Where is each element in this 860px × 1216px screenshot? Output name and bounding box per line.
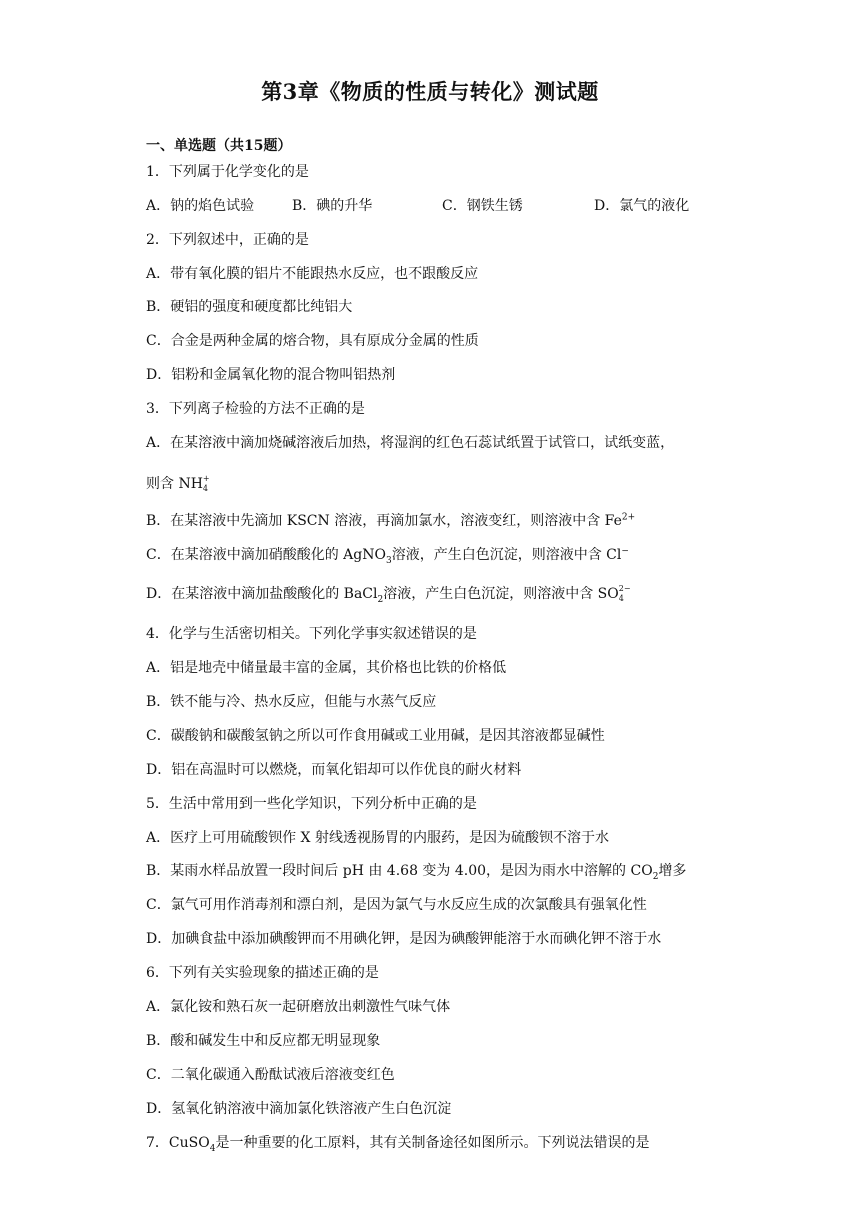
q3-c-pre: C．在某溶液中滴加硝酸酸化的 AgNO (146, 547, 386, 563)
co2-subscript: 2 (652, 871, 659, 882)
q3-d-pre: D．在某溶液中滴加盐酸酸化的 BaCl (146, 586, 378, 602)
question-1-stem: 1．下列属于化学变化的是 (146, 164, 309, 180)
q3-option-a-line2 (146, 474, 212, 494)
q5-b-pre: B．某雨水样品放置一段时间后 pH 由 4.68 变为 4.00，是因为雨水中溶解的 CO (146, 863, 653, 879)
bacl2-subscript: 2 (377, 594, 384, 605)
q3-d-post: 溶液，产生白色沉淀，则溶液中含 SO (383, 586, 619, 602)
q3-option-c (146, 545, 629, 565)
q1-option-c: C．钢铁生锈 (442, 198, 523, 214)
nh4-ion-charge (202, 474, 212, 493)
question-5-stem: 5．生活中常用到一些化学知识，下列分析中正确的是 (146, 796, 477, 812)
q3-option-b (146, 511, 635, 531)
q2-option-c: C．合金是两种金属的熔合物，具有原成分金属的性质 (146, 333, 479, 349)
q4-option-c: C．碳酸钠和碳酸氢钠之所以可作食用碱或工业用碱，是因其溶液都显碱性 (146, 728, 605, 744)
q1-option-b: B．碘的升华 (292, 198, 373, 214)
question-2-stem: 2．下列叙述中，正确的是 (146, 232, 309, 248)
q2-option-a: A．带有氧化膜的铝片不能跟热水反应，也不跟酸反应 (146, 266, 479, 282)
q3-b-text: B．在某溶液中先滴加 KSCN 溶液，再滴加氯水，溶液变红，则溶液中含 Fe (146, 513, 622, 529)
so4-ion-charge (618, 584, 632, 603)
q4-option-d: D．铝在高温时可以燃烧，而氧化铝却可以作优良的耐火材料 (146, 762, 522, 778)
q3-option-d (146, 584, 632, 604)
fe-charge: 2+ (621, 512, 636, 523)
q5-option-c: C．氯气可用作消毒剂和漂白剂，是因为氯气与水反应生成的次氯酸具有强氧化性 (146, 897, 647, 913)
q7-stem-post: 是一种重要的化工原料，其有关制备途径如图所示。下列说法错误的是 (215, 1135, 650, 1151)
nh4-subscript: 4 (202, 484, 209, 493)
q5-option-b (146, 861, 686, 881)
q3-a2-text: 则含 NH (146, 476, 203, 492)
q2-option-b: B．硬铝的强度和硬度都比纯铝大 (146, 299, 353, 315)
q1-option-d: D．氯气的液化 (594, 198, 690, 214)
question-6-stem: 6．下列有关实验现象的描述正确的是 (146, 965, 379, 981)
q5-b-post: 增多 (658, 863, 687, 879)
section-heading: 一、单选题（共15题） (146, 138, 292, 154)
agno3-subscript: 3 (385, 555, 392, 566)
q7-stem-pre: 7．CuSO (146, 1135, 210, 1151)
nh4-charge: + (202, 474, 210, 483)
question-3-stem: 3．下列离子检验的方法不正确的是 (146, 401, 365, 417)
question-7-stem (146, 1133, 649, 1153)
q6-option-b: B．酸和碱发生中和反应都无明显现象 (146, 1033, 381, 1049)
q6-option-a: A．氯化铵和熟石灰一起研磨放出刺激性气味气体 (146, 999, 451, 1015)
q3-option-a-line1: A．在某溶液中滴加烧碱溶液后加热，将湿润的红色石蕊试纸置于试管口，试纸变蓝， (146, 435, 675, 451)
q4-option-b: B．铁不能与冷、热水反应，但能与水蒸气反应 (146, 694, 437, 710)
so4-charge: 2− (618, 584, 631, 593)
page-title: 第3章《物质的性质与转化》测试题 (261, 79, 599, 104)
q5-option-a: A．医疗上可用硫酸钡作 X 射线透视肠胃的内服药，是因为硫酸钡不溶于水 (146, 830, 609, 846)
q1-option-a: A．钠的焰色试验 (146, 198, 255, 214)
cuso4-subscript: 4 (209, 1143, 216, 1154)
so4-subscript: 4 (618, 594, 624, 603)
q2-option-d: D．铝粉和金属氧化物的混合物叫铝热剂 (146, 367, 396, 383)
q5-option-d: D．加碘食盐中添加碘酸钾而不用碘化钾，是因为碘酸钾能溶于水而碘化钾不溶于水 (146, 931, 662, 947)
q6-option-d: D．氢氧化钠溶液中滴加氯化铁溶液产生白色沉淀 (146, 1101, 452, 1117)
q3-c-post: 溶液，产生白色沉淀，则溶液中含 Cl (391, 547, 622, 563)
q6-option-c: C．二氧化碳通入酚酞试液后溶液变红色 (146, 1067, 395, 1083)
question-4-stem: 4．化学与生活密切相关。下列化学事实叙述错误的是 (146, 626, 477, 642)
q4-option-a: A．铝是地壳中储量最丰富的金属，其价格也比铁的价格低 (146, 660, 507, 676)
cl-charge: − (621, 546, 629, 557)
